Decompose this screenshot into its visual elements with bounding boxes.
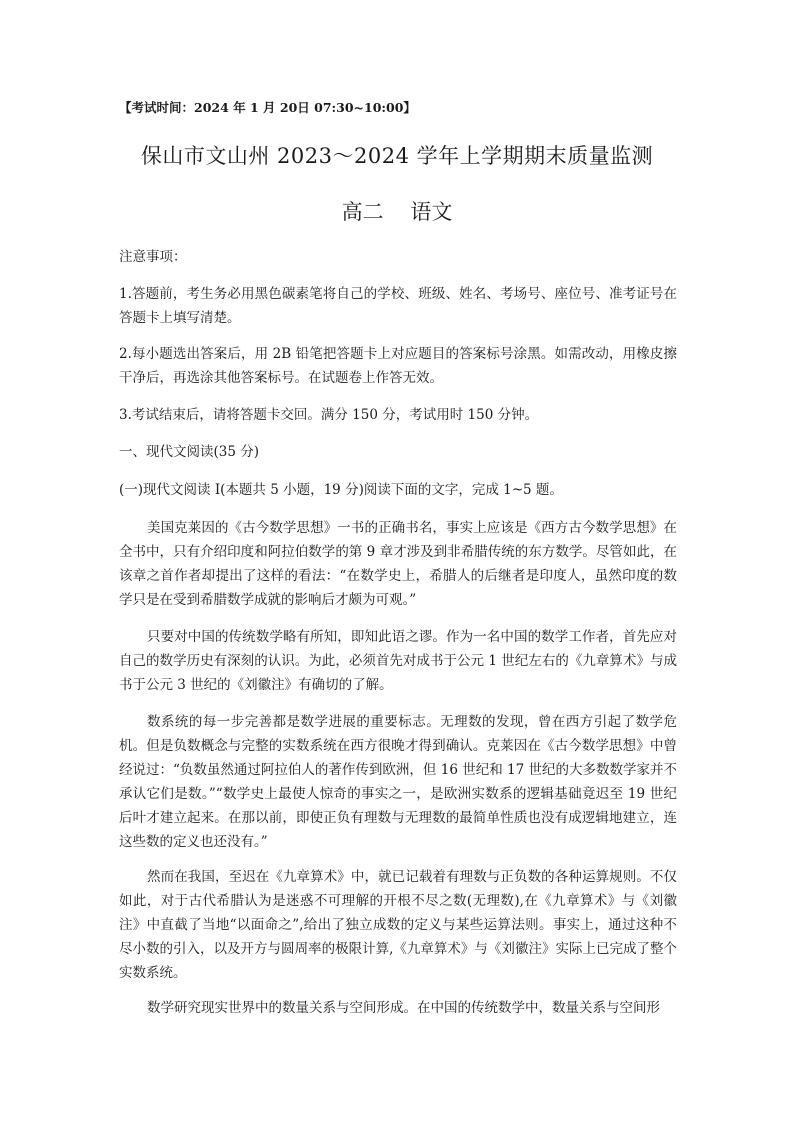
exam-subject: 高二 语文 (341, 200, 453, 224)
passage-paragraph: 美国克莱因的《古今数学思想》一书的正确书名，事实上应该是《西方古今数学思想》在全书中，只有介绍印度和阿拉伯数学的第 9 章才涉及到非希腊传统的东方数学。尽管如此，在该章之首作者却提出了这样的看法：“在数学史上，希腊人的后继者是印度人，虽然印度的数学只是在受到希腊数学成就的影响后才颇为可观。” (119, 520, 677, 608)
exam-title: 保山市文山州 2023～2024 学年上学期期末质量监测 (140, 144, 654, 168)
notice-item: 3.考试结束后，请将答题卡交回。满分 150 分，考试用时 150 分钟。 (119, 407, 539, 423)
notice-item: 2.每小题选出答案后，用 2B 铅笔把答题卡上对应题目的答案标号涂黑。如需改动，用橡皮擦干净后，再选涂其他答案标号。在试题卷上作答无效。 (119, 346, 677, 386)
exam-time: 【考试时间：2024 年 1 月 20日 07:30~10:00】 (119, 100, 416, 115)
passage-paragraph: 然而在我国，至迟在《九章算术》中，就已记载着有理数与正负数的各种运算规则。不仅如此，对于古代希腊认为是迷惑不可理解的开根不尽之数(无理数),在《九章算术》与《刘徽注》中直截了当地“以面命之”,给出了独立成数的定义与某些运算法则。事实上，通过这种不尽小数的引入，以及开方与圆周率的极限计算,《九章算术》与《刘徽注》实际上已完成了整个实数系统。 (119, 869, 677, 981)
passage-paragraph: 数学研究现实世界中的数量关系与空间形成。在中国的传统数学中，数量关系与空间形 (147, 1000, 660, 1016)
notice-heading: 注意事项： (119, 249, 187, 265)
section-sub-heading: (一)现代文阅读 I(本题共 5 小题，19 分)阅读下面的文字，完成 1~5 题。 (119, 482, 563, 498)
passage-paragraph: 只要对中国的传统数学略有所知，即知此语之谬。作为一名中国的数学工作者，首先应对自己的数学历史有深刻的认识。为此，必须首先对成书于公元 1 世纪左右的《九章算术》与成书于公元 3 世纪的《刘徽注》有确切的了解。 (119, 629, 677, 693)
passage-paragraph: 数系统的每一步完善都是数学进展的重要标志。无理数的发现，曾在西方引起了数学危机。但是负数概念与完整的实数系统在西方很晚才得到确认。克莱因在《古今数学思想》中曾经说过：“负数虽然通过阿拉伯人的著作传到欧洲，但 16 世纪和 17 世纪的大多数数学家并不承认它们是数。”“数学史上最使人惊奇的事实之一，是欧洲实数系的逻辑基础竟迟至 19 世纪后叶才建立起来。在那以前，即使正负有理数与无理数的最简单性质也没有成逻辑地建立，连这些数的定义也还没有。” (119, 714, 677, 850)
section-heading: 一、现代文阅读(35 分) (119, 444, 260, 460)
notice-item: 1.答题前，考生务必用黑色碳素笔将自己的学校、班级、姓名、考场号、座位号、准考证号在答题卡上填写清楚。 (119, 286, 677, 326)
